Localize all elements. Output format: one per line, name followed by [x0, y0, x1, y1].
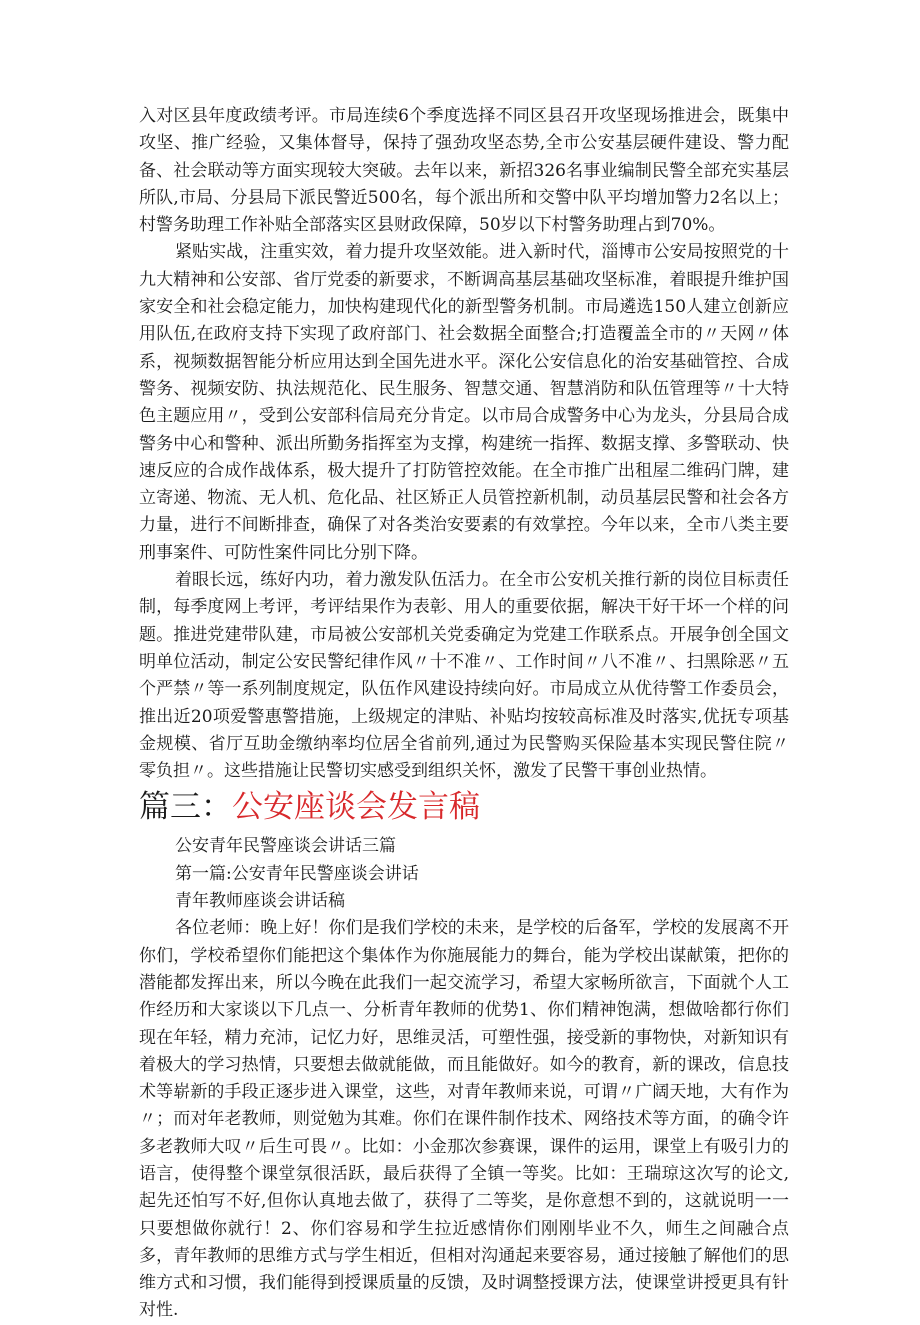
body-paragraph: 紧贴实战，注重实效，着力提升攻坚效能。进入新时代，淄博市公安局按照党的十九大精神和公安部、省厅党委的新要求，不断调高基层基础攻坚标准，着眼提升维护国家安全和社会稳定能力，加快构建现代化的新型警务机制。市局遴选150人建立创新应用队伍,在政府支持下实现了政府部门、社会数据全面整合;打造覆盖全市的〃天网〃体系，视频数据智能分析应用达到全国先进水平。深化公安信息化的治安基础管控、合成警务、视频安防、执法规范化、民生服务、智慧交通、智慧消防和队伍管理等〃十大特色主题应用〃，受到公安部科信局充分肯定。以市局合成警务中心为龙头，分县局合成警务中心和警种、派出所勤务指挥室为支撑，构建统一指挥、数据支撑、多警联动、快速反应的合成作战体系，极大提升了打防管控效能。在全市推广出租屋二维码门牌，建立寄递、物流、无人机、危化品、社区矫正人员管控新机制，动员基层民警和社会各方力量，进行不间断排查，确保了对各类治安要素的有效掌控。今年以来，全市八类主要刑事案件、可防性案件同比分别下降。 [139, 242, 789, 563]
body-paragraph: 入对区县年度政绩考评。市局连续6个季度选择不同区县召开攻坚现场推进会，既集中攻坚、推广经验，又集体督导，保持了强劲攻坚态势,全市公安基层硬件建设、警力配备、社会联动等方面实现较大突破。去年以来，新招326名事业编制民警全部充实基层所队,市局、分县局下派民警近500名，每个派出所和交警中队平均增加警力2名以上；村警务助理工作补贴全部落实区县财政保障，50岁以下村警务助理占到70%。 [139, 106, 789, 236]
body-paragraph: 着眼长远，练好内功，着力激发队伍活力。在全市公安机关推行新的岗位目标责任制，每季度网上考评，考评结果作为表彰、用人的重要依据，解决干好干坏一个样的问题。推进党建带队建，市局被公安部机关党委确定为党建工作联系点。开展争创全国文明单位活动，制定公安民警纪律作风〃十不准〃、工作时间〃八不准〃、扫黑除恶〃五个严禁〃等一系列制度规定，队伍作风建设持续向好。市局成立从优待警工作委员会，推出近20项爱警惠警措施，上级规定的津贴、补贴均按较高标准及时落实,优抚专项基金规模、省厅互助金缴纳率均位居全省前列,通过为民警购买保险基本实现民警住院〃零负担〃。这些措施让民警切实感受到组织关怀，激发了民警干事创业热情。 [139, 570, 789, 782]
body-paragraph: 各位老师：晚上好！你们是我们学校的未来，是学校的后备军，学校的发展离不开你们，学校希望你们能把这个集体作为你施展能力的舞台，能为学校出谋献策，把你的潜能都发挥出来，所以今晚在此我们一起交流学习，希望大家畅所欲言，下面就个人工作经历和大家谈以下几点一、分析青年教师的优势1、你们精神饱满，想做啥都行你们现在年轻，精力充沛，记忆力好，思维灵活，可塑性强，接受新的事物快，对新知识有着极大的学习热情，只要想去做就能做，而且能做好。如今的教育，新的课改，信息技术等崭新的手段正逐步进入课堂，这些，对青年教师来说，可谓〃广阔天地，大有作为〃；而对年老教师，则觉勉为其难。你们在课件制作技术、网络技术等方面，的确令许多老教师大叹〃后生可畏〃。比如：小金那次参赛课，课件的运用，课堂上有吸引力的语言，使得整个课堂氛很活跃，最后获得了全镇一等奖。比如：王瑞琼这次写的论文,起先还怕写不好,但你认真地去做了，获得了二等奖，是你意想不到的，这就说明一一只要想做你就行！2、你们容易和学生拉近感情你们刚刚毕业不久，师生之间融合点多，青年教师的思维方式与学生相近，但相对沟通起来要容易，通过接触了解他们的思维方式和习惯，我们能得到授课质量的反馈，及时调整授课方法，使课堂讲授更具有针对性. [139, 918, 789, 1321]
section-heading-prefix: 篇三： [139, 789, 232, 826]
document-body [139, 103, 789, 1325]
subtitle-line: 公安青年民警座谈会讲话三篇 [175, 836, 396, 857]
subtitle-line: 第一篇:公安青年民警座谈会讲话 [175, 863, 419, 884]
section-heading-title: 公安座谈会发言稿 [232, 789, 480, 826]
subtitle-line: 青年教师座谈会讲话稿 [175, 891, 345, 912]
section-heading [139, 787, 789, 827]
